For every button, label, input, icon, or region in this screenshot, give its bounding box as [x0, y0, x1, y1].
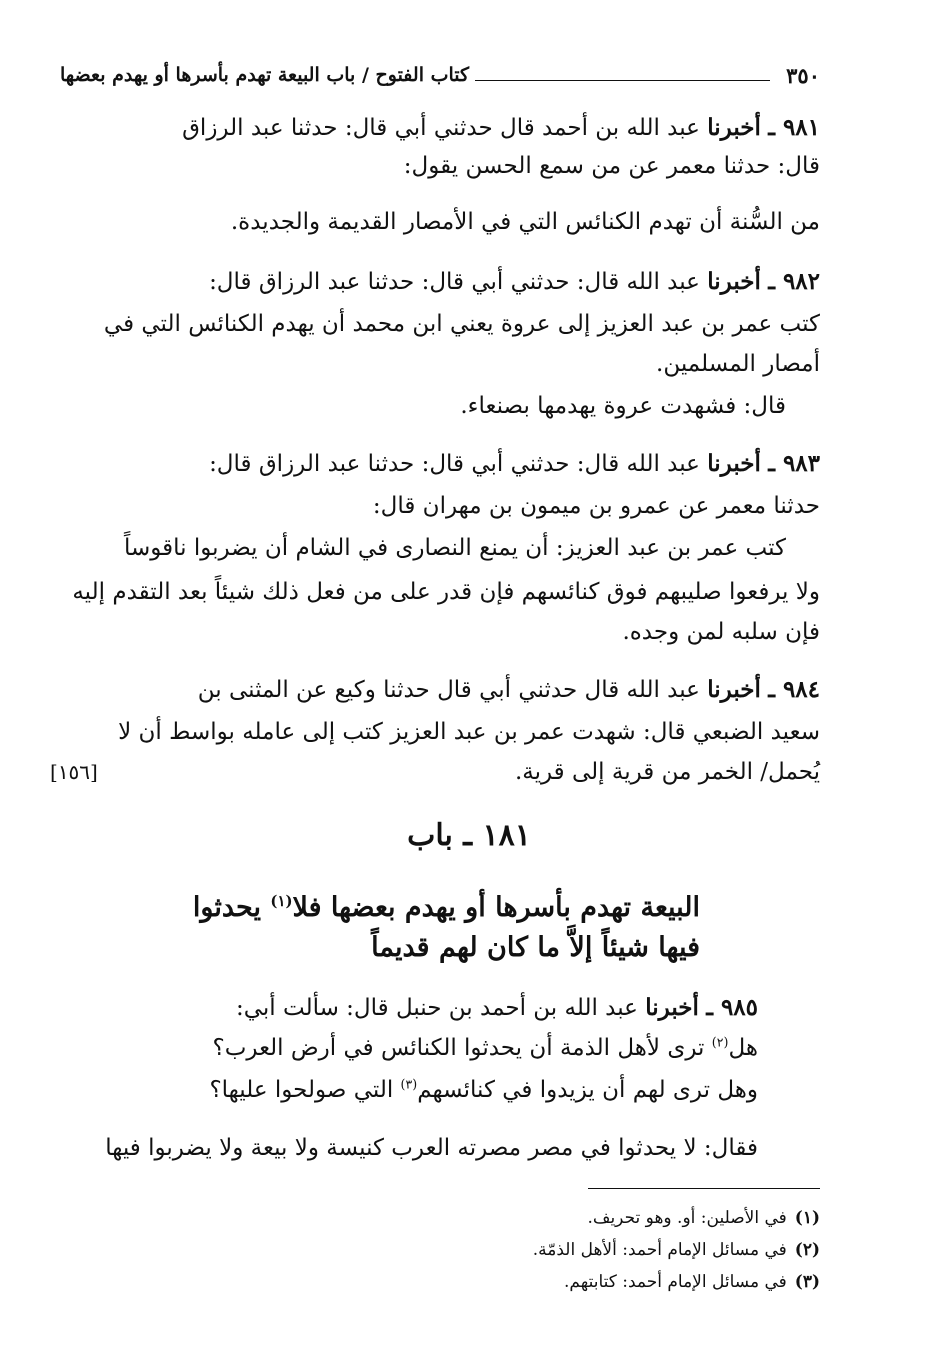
hadith-number: ٩٨٤ ـ	[768, 676, 820, 703]
footnote-separator	[588, 1188, 820, 1189]
narration-keyword: أخبرنا	[645, 994, 699, 1021]
footnote-number: (٣)	[794, 1272, 820, 1292]
hadith-985-line-3	[209, 1072, 758, 1108]
hadith-983-line-4: ولا يرفعوا صليبهم فوق كنائسهم فإن قدر على من فعل ذلك شيئاً بعد التقدم إليه	[72, 579, 820, 605]
hadith-984-line-1	[198, 672, 820, 708]
hadith-983-line-2: حدثنا معمر عن عمرو بن ميمون بن مهران قال:	[372, 493, 820, 519]
hadith-985-line-2	[213, 1030, 758, 1066]
header-rule	[475, 80, 770, 81]
isnad-text: عبد الله بن أحمد بن حنبل قال: سألت أبي:	[235, 995, 638, 1021]
footnote-ref-1: (١)	[270, 892, 293, 910]
narration-keyword: أخبرنا	[707, 676, 761, 703]
footnote-number: (١)	[794, 1208, 820, 1228]
hadith-number: ٩٨١ ـ	[768, 114, 820, 141]
hadith-number: ٩٨٣ ـ	[768, 450, 820, 477]
hadith-number: ٩٨٥ ـ	[706, 994, 758, 1021]
matn-text: التي صولحوا عليها؟	[209, 1077, 394, 1103]
hadith-983-line-3: كتب عمر بن عبد العزيز: أن يمنع النصارى في الشام أن يضربوا ناقوساً	[123, 535, 786, 561]
subtitle-text: يحدثوا	[192, 892, 262, 923]
hadith-985-line-1	[236, 990, 758, 1026]
isnad-text: عبد الله قال: حدثني أبي قال: حدثنا عبد الرزاق قال:	[209, 451, 700, 477]
hadith-985-line-4: فقال: لا يحدثوا في مصر مصرته العرب كنيسة ولا بيعة ولا يضربوا فيها	[105, 1135, 758, 1161]
matn-text: ترى لأهل الذمة أن يحدثوا الكنائس في أرض العرب؟	[212, 1035, 705, 1061]
hadith-984-line-3: يُحمل/ الخمر من قرية إلى قرية.	[514, 759, 820, 785]
hadith-982-line-1	[209, 264, 820, 300]
chapter-subtitle-line-1	[193, 888, 700, 928]
running-title: كتاب الفتوح / باب البيعة تهدم بأسرها أو يهدم بعضها	[60, 64, 470, 86]
page-number: ٣٥٠	[786, 62, 820, 88]
hadith-981-line-3: من السُّنة أن تهدم الكنائس التي في الأمصار القديمة والجديدة.	[230, 209, 820, 235]
hadith-983-line-5: فإن سلبه لمن وجده.	[622, 619, 820, 645]
chapter-title: ١٨١ ـ باب	[407, 818, 531, 853]
footnote-2	[533, 1240, 820, 1260]
footnote-text: في مسائل الإمام أحمد: كتابتهم.	[564, 1272, 787, 1292]
narration-keyword: أخبرنا	[707, 268, 761, 295]
narration-keyword: أخبرنا	[707, 450, 761, 477]
footnote-ref-2: (٢)	[711, 1034, 729, 1050]
footnote-1	[587, 1208, 820, 1228]
chapter-subtitle-line-2: فيها شيئاً إلاَّ ما كان لهم قديماً	[371, 932, 700, 963]
hadith-981-line-1	[182, 110, 820, 146]
hadith-982-line-3: أمصار المسلمين.	[656, 351, 820, 377]
subtitle-text: البيعة تهدم بأسرها أو يهدم بعضها فلا	[292, 892, 700, 923]
matn-text: وهل ترى لهم أن يزيدوا في كنائسهم	[417, 1077, 758, 1103]
hadith-number: ٩٨٢ ـ	[768, 268, 820, 295]
narration-keyword: أخبرنا	[707, 114, 761, 141]
hadith-981-line-2: قال: حدثنا معمر عن من سمع الحسن يقول:	[403, 153, 820, 179]
isnad-text: عبد الله قال حدثني أبي قال حدثنا وكيع عن المثنى بن	[197, 677, 700, 703]
footnote-text: في مسائل الإمام أحمد: ألأهل الذمّة.	[532, 1240, 787, 1260]
hadith-982-line-4: قال: فشهدت عروة يهدمها بصنعاء.	[460, 393, 786, 419]
running-header	[60, 58, 820, 92]
manuscript-folio-ref: [١٥٦]	[50, 760, 98, 784]
footnote-3	[564, 1272, 820, 1292]
isnad-text: عبد الله بن أحمد قال حدثني أبي قال: حدثنا عبد الرزاق	[182, 115, 700, 141]
matn-text: هل	[728, 1035, 758, 1061]
isnad-text: عبد الله قال: حدثني أبي قال: حدثنا عبد الرزاق قال:	[209, 269, 700, 295]
hadith-983-line-1	[209, 446, 820, 482]
hadith-984-line-2: سعيد الضبعي قال: شهدت عمر بن عبد العزيز كتب إلى عامله بواسط أن لا	[118, 719, 820, 745]
footnote-number: (٢)	[794, 1240, 820, 1260]
footnote-ref-3: (٣)	[400, 1076, 418, 1092]
hadith-982-line-2: كتب عمر بن عبد العزيز إلى عروة يعني ابن محمد أن يهدم الكنائس التي في	[103, 311, 820, 337]
footnote-text: في الأصلين: أو. وهو تحريف.	[587, 1208, 787, 1228]
